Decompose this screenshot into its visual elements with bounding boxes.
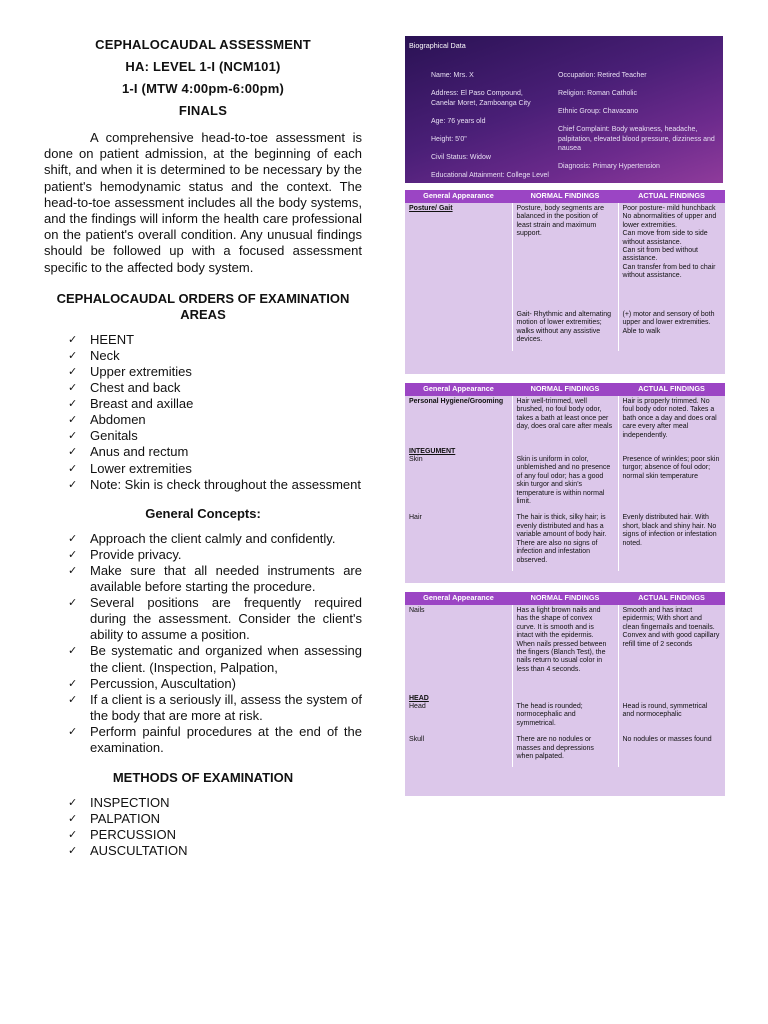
actual-finding: (+) motor and sensory of both upper and lower extremities. Able to walk <box>622 311 715 335</box>
table-row <box>405 605 725 693</box>
column-header: ACTUAL FINDINGS <box>618 383 725 396</box>
bio-diagnosis: Diagnosis: Primary Hypertension <box>558 163 660 170</box>
table-row <box>405 446 725 512</box>
bio-age: Age: 76 years old <box>431 117 486 125</box>
row-label: Nails <box>409 607 425 614</box>
column-header: NORMAL FINDINGS <box>512 190 618 203</box>
table-row <box>405 512 725 570</box>
list-item: ✓ Neck <box>68 348 362 364</box>
normal-finding: The hair is thick, silky hair; is evenly distributed and has a variable amount of body hair. There are also no signs of infection and infestation observed. <box>512 512 618 570</box>
list-item: ✓ Lower extremities <box>68 461 362 477</box>
list-item: ✓ INSPECTION <box>68 795 362 811</box>
row-label: Personal Hygiene/Grooming <box>409 398 504 405</box>
actual-finding: Presence of wrinkles; poor skin turgor; absence of foul odor; normal skin temperature <box>622 456 720 480</box>
column-header: General Appearance <box>405 190 512 203</box>
bio-religion: Religion: Roman Catholic <box>558 90 637 97</box>
actual-finding: Head is round, symmetrical and normocephalic <box>622 703 708 719</box>
table-header-row <box>405 592 725 605</box>
course-level: HA: LEVEL 1-I (NCM101) <box>125 59 281 74</box>
findings-table-2 <box>405 383 725 583</box>
row-label: Skull <box>409 736 425 744</box>
bio-left-column <box>431 71 549 189</box>
document-title: CEPHALOCAUDAL ASSESSMENT <box>95 37 311 52</box>
column-header: ACTUAL FINDINGS <box>618 190 725 203</box>
list-item: ✓ Several positions are frequently required during the assessment. Consider the client's ability to assume a position. <box>68 595 362 643</box>
column-header: General Appearance <box>405 383 512 396</box>
normal-finding: The head is rounded; normocephalic and symmetrical. <box>512 693 618 734</box>
list-item: ✓ PERCUSSION <box>68 827 362 843</box>
list-item: ✓ Chest and back <box>68 380 362 396</box>
table-row <box>405 396 725 446</box>
actual-finding: No nodules or masses found <box>622 736 712 744</box>
orders-title: CEPHALOCAUDAL ORDERS OF EXAMINATION AREAS <box>56 290 350 322</box>
bio-chief-complaint: Chief Complaint: Body weakness, headache, palpitation, elevated blood pressure, dizziness and nausea <box>558 126 715 152</box>
term-label: FINALS <box>178 103 228 118</box>
list-item: ✓ Approach the client calmly and confidently. <box>68 531 362 547</box>
methods-title: METHODS OF EXAMINATION <box>112 770 294 786</box>
findings-table-1 <box>405 190 725 374</box>
bio-education: Educational Attainment: College Level <box>431 171 549 179</box>
normal-finding: There are no nodules or masses and depressions when palpated. <box>512 734 618 767</box>
bio-right-column <box>558 71 720 180</box>
list-item: ✓ Perform painful procedures at the end of the examination. <box>68 724 362 756</box>
table-row <box>405 693 725 734</box>
bio-address: Address: El Paso Compound, Canelar Moret, Zamboanga City <box>431 90 531 107</box>
class-schedule: 1-I (MTW 4:00pm-6:00pm) <box>121 81 285 96</box>
table-row <box>405 309 725 351</box>
list-item: ✓ Be systematic and organized when assessing the client. (Inspection, Palpation, <box>68 643 362 675</box>
normal-finding: Hair well-trimmed, well brushed, no foul body odor, takes a bath at least once per day, does oral care after meals <box>512 396 618 446</box>
list-item: ✓ If a client is a seriously ill, assess the system of the body that are more at risk. <box>68 692 362 724</box>
bio-civil-status: Civil Status: Widow <box>431 153 491 161</box>
list-item: ✓ Breast and axillae <box>68 396 362 412</box>
normal-finding: Has a light brown nails and has the shape of convex curve. It is smooth and is intact with the epidermis. When nails pressed between the fingers (Blanch Test), the nails return to usual color in less than 4 seconds. <box>512 605 618 693</box>
row-label: Head <box>409 703 426 711</box>
table-row <box>405 734 725 767</box>
list-item: ✓ Provide privacy. <box>68 547 362 563</box>
actual-finding: Hair is properly trimmed. No foul body odor noted. Takes a bath once a day and does oral care every after meal independently. <box>622 398 717 439</box>
row-label: Posture/ Gait <box>409 205 453 212</box>
concepts-title: General Concepts: <box>145 505 261 521</box>
list-item: ✓ AUSCULTATION <box>68 843 362 859</box>
actual-finding: Smooth and has intact epidermis; With short and clean fingernails and toenails. Convex and with good capillary refill time of 2 seconds <box>622 607 720 648</box>
bio-occupation: Occupation: Retired Teacher <box>558 72 647 79</box>
list-item: ✓ HEENT <box>68 332 362 348</box>
list-item: ✓ Percussion, Auscultation) <box>68 676 362 692</box>
normal-finding: Gait- Rhythmic and alternating motion of lower extremities; walks without any assistive devices. <box>512 309 618 351</box>
normal-finding: Posture, body segments are balanced in the position of least strain and maximum support. <box>512 203 618 309</box>
column-header: ACTUAL FINDINGS <box>618 592 725 605</box>
intro-paragraph: A comprehensive head-to-toe assessment is done on patient admission, at the beginning of each shift, and when it is determined to be necessary by the patient's hemodynamic status and the context. The head-to-toe assessment includes all the body systems, and the findings will inform the health care professional on the patient's overall condition. Any unusual findings should be followed up with a focused assessment specific to the affected body system. <box>44 130 362 275</box>
section-label: HEAD <box>409 695 429 702</box>
section-label: INTEGUMENT <box>409 448 456 456</box>
row-label: Skin <box>409 456 423 464</box>
column-header: NORMAL FINDINGS <box>512 383 618 396</box>
concepts-list <box>44 531 362 756</box>
biographical-data-slide <box>405 36 723 183</box>
column-header: NORMAL FINDINGS <box>512 592 618 605</box>
bio-name: Name: Mrs. X <box>431 72 474 79</box>
table-row <box>405 203 725 309</box>
methods-list <box>44 795 362 859</box>
bio-title: Biographical Data <box>409 41 466 50</box>
left-column <box>44 34 362 859</box>
column-header: General Appearance <box>405 592 512 605</box>
list-item: ✓ Genitals <box>68 428 362 444</box>
table-header-row <box>405 190 725 203</box>
normal-finding: Skin is uniform in color, unblemished and no presence of any foul odor; has a good skin turgor and skin's temperature is within normal limit. <box>512 446 618 512</box>
list-item: ✓ Note: Skin is check throughout the assessment <box>68 477 362 493</box>
list-item: ✓ Make sure that all needed instruments are available before starting the procedure. <box>68 563 362 595</box>
bio-ethnic-group: Ethnic Group: Chavacano <box>558 108 639 115</box>
list-item: ✓ PALPATION <box>68 811 362 827</box>
findings-table-3 <box>405 592 725 796</box>
row-label: Hair <box>409 514 422 522</box>
actual-finding: Poor posture- mild hunchback No abnormalities of upper and lower extremities. Can move from side to side without assistance. Can sit from bed without assistance. Can transfer from bed to chair without assistance. <box>622 205 717 280</box>
bio-height: Height: 5'0" <box>431 135 467 143</box>
list-item: ✓ Upper extremities <box>68 364 362 380</box>
actual-finding: Evenly distributed hair. With short, black and shiny hair. No signs of infection or infestation noted. <box>622 514 717 547</box>
orders-list <box>44 332 362 493</box>
table-header-row <box>405 383 725 396</box>
list-item: ✓ Anus and rectum <box>68 444 362 460</box>
list-item: ✓ Abdomen <box>68 412 362 428</box>
